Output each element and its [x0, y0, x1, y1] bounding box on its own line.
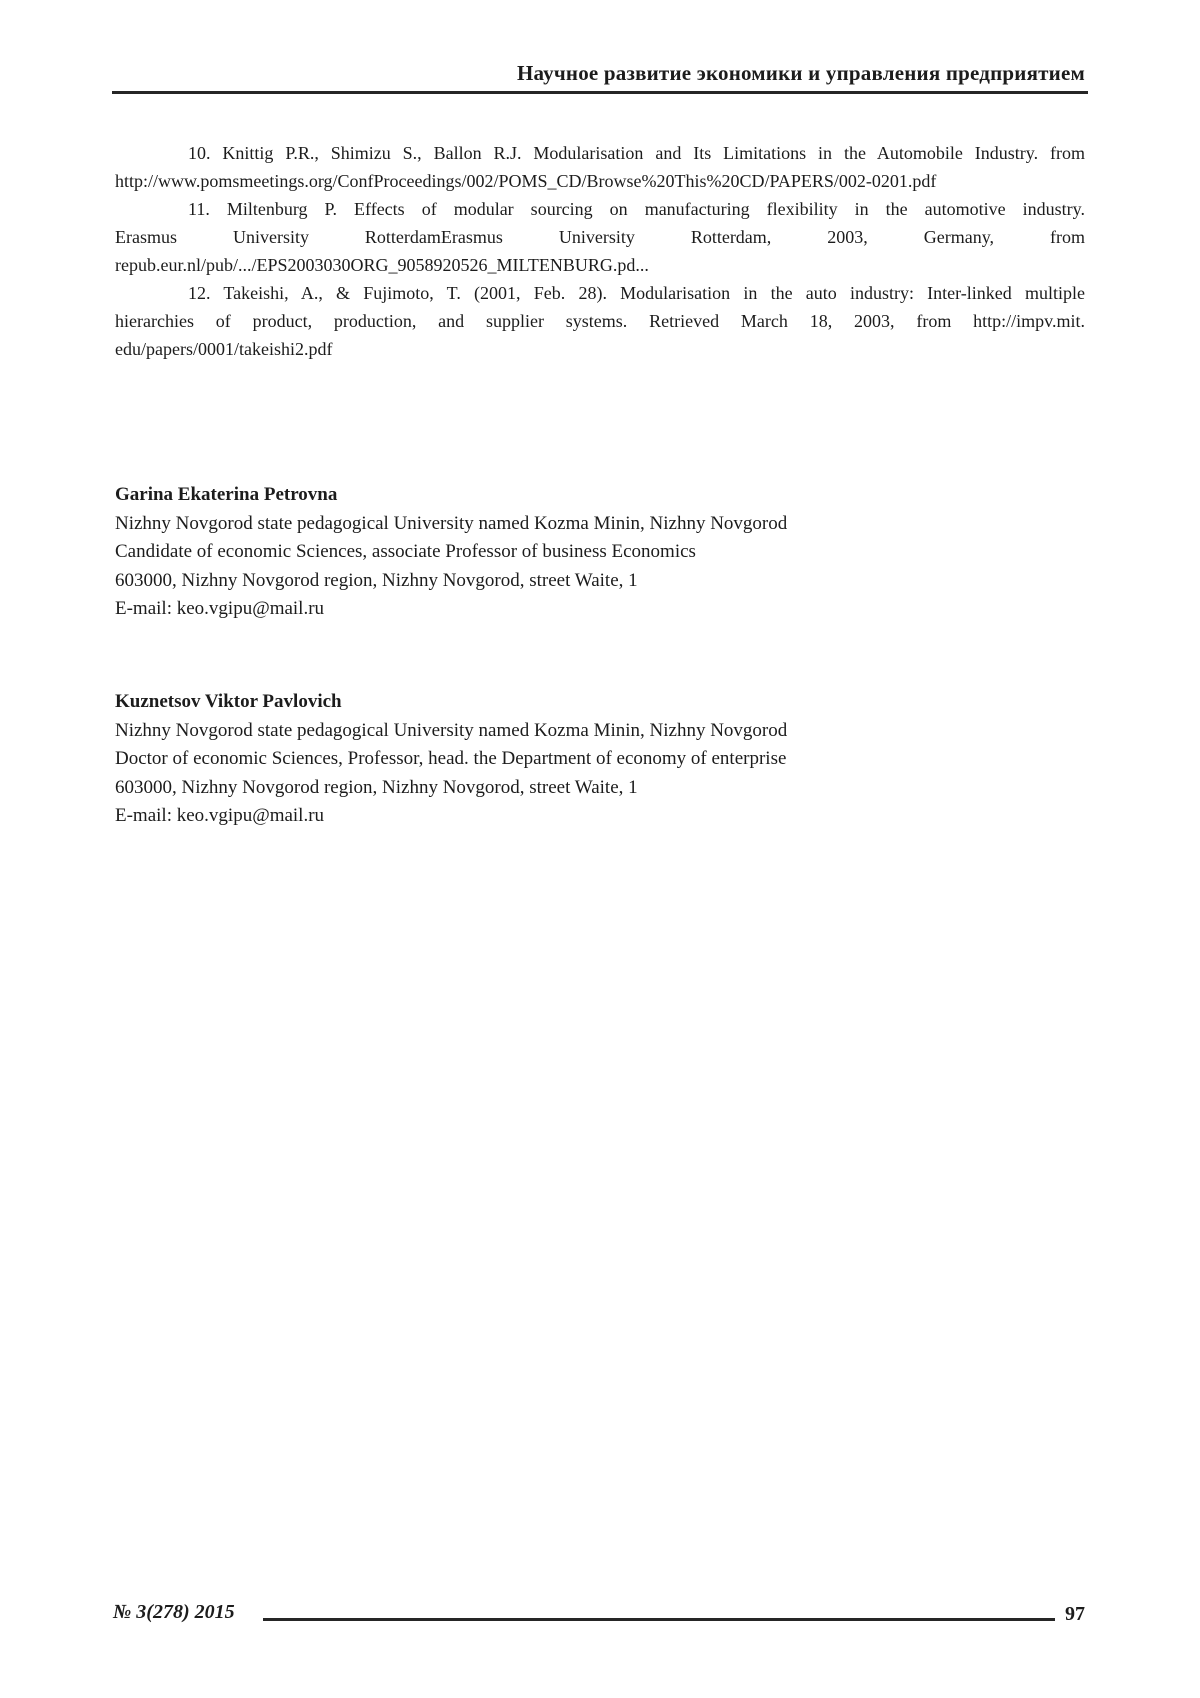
reference-line: hierarchies of product, production, and supplier systems. Retrieved March 18, 2003, from http://impv.mit.: [115, 311, 1085, 331]
author-block-kuznetsov: [115, 688, 1085, 831]
reference-line: repub.eur.nl/pub/.../EPS2003030ORG_9058920526_MILTENBURG.pd...: [115, 255, 649, 275]
author-name: Garina Ekaterina Petrovna: [115, 484, 338, 505]
author-affiliation: Nizhny Novgorod state pedagogical University named Kozma Minin, Nizhny Novgorod: [115, 512, 788, 534]
reference-line: edu/papers/0001/takeishi2.pdf: [115, 339, 333, 359]
header-divider: [112, 91, 1088, 94]
footer-issue-label: № 3(278) 2015: [113, 1601, 235, 1623]
reference-line: 10. Knittig P.R., Shimizu S., Ballon R.J. Modularisation and Its Limitations in the Automobile Industry. from: [188, 143, 1085, 163]
author-email: E-mail: keo.vgipu@mail.ru: [115, 598, 325, 619]
page-number: 97: [1065, 1603, 1085, 1625]
reference-line: 11. Miltenburg P. Effects of modular sourcing on manufacturing flexibility in the automotive industry.: [188, 199, 1085, 219]
reference-line: Erasmus University RotterdamErasmus University Rotterdam, 2003, Germany, from: [115, 227, 1085, 247]
author-address: 603000, Nizhny Novgorod region, Nizhny Novgorod, street Waite, 1: [115, 776, 638, 798]
author-title: Candidate of economic Sciences, associate Professor of business Economics: [115, 541, 696, 562]
reference-item-12: [115, 279, 1085, 363]
author-affiliation: Nizhny Novgorod state pedagogical University named Kozma Minin, Nizhny Novgorod: [115, 719, 788, 741]
author-block-garina: [115, 481, 1085, 624]
references-section: [115, 139, 1085, 363]
author-name: Kuznetsov Viktor Pavlovich: [115, 691, 342, 712]
reference-line: http://www.pomsmeetings.org/ConfProceedings/002/POMS_CD/Browse%20This%20CD/PAPERS/002-0201.pdf: [115, 171, 937, 191]
reference-item-10: [115, 139, 1085, 195]
reference-item-11: [115, 195, 1085, 279]
running-header-title: Научное развитие экономики и управления предприятием: [516, 61, 1085, 85]
reference-line: 12. Takeishi, A., & Fujimoto, T. (2001, Feb. 28). Modularisation in the auto industry: Inter-linked multiple: [188, 283, 1085, 303]
author-address: 603000, Nizhny Novgorod region, Nizhny Novgorod, street Waite, 1: [115, 569, 638, 591]
footer-divider: [263, 1618, 1055, 1621]
author-title: Doctor of economic Sciences, Professor, head. the Department of economy of enterprise: [115, 748, 787, 769]
author-email: E-mail: keo.vgipu@mail.ru: [115, 805, 325, 826]
